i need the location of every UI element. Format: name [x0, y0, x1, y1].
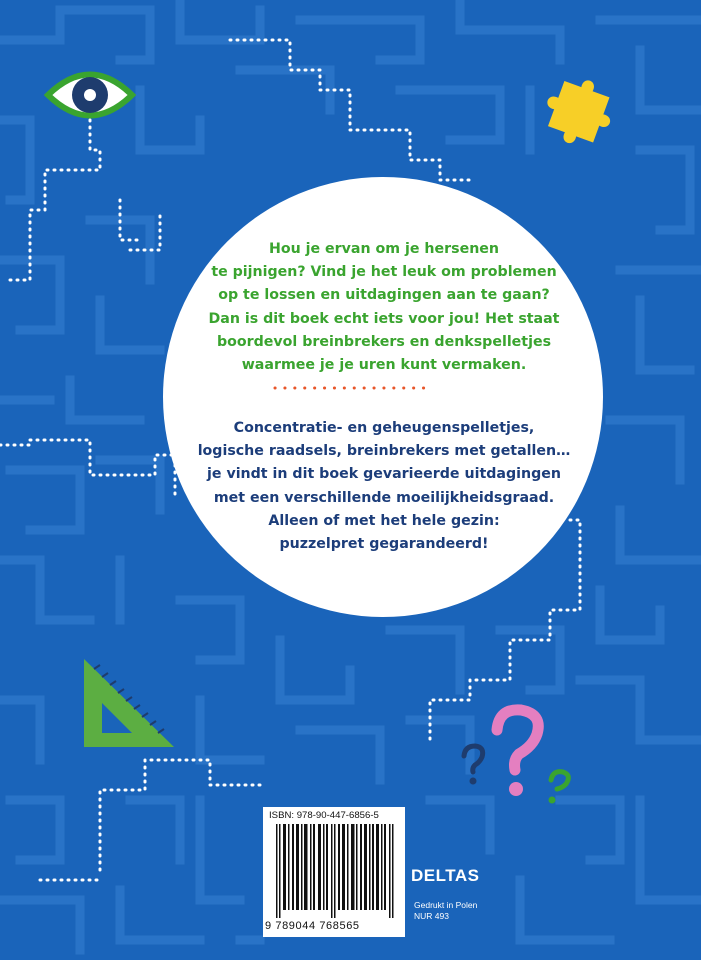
intro-paragraph: Hou je ervan om je hersenen te pijnigen? Vind je het leuk om problemen op te lossen en uitdagingen aan te gaan? Dan is dit boek echt iets voor jou! Het staat boordevol breinbrekers en denkspelletjes waarmee je je uren kunt vermaken.	[208, 241, 560, 374]
barcode-number: 9 789044 768565	[265, 920, 360, 932]
isbn-text: ISBN: 978-90-447-6856-5	[269, 810, 379, 821]
barcode-label	[263, 807, 405, 937]
barcode-bars	[268, 824, 400, 918]
printed-in-text: Gedrukt in Polen	[414, 900, 478, 910]
question-marks-icon	[455, 700, 585, 810]
puzzle-piece-icon	[534, 64, 624, 164]
set-square-icon	[80, 655, 180, 753]
publisher-logo: DELTAS	[411, 866, 480, 885]
details-paragraph: Concentratie- en geheugenspelletjes, logische raadsels, breinbrekers met getallen… je vindt in dit boek gevarieerde uitdagingen met een verschillende moeilijkheidsgraad. Alleen of met het hele gezin: puzzelpret gegarandeerd!	[197, 420, 571, 553]
dotted-divider	[273, 386, 433, 390]
eye-icon	[44, 64, 136, 126]
nur-code: NUR 493	[414, 911, 449, 921]
